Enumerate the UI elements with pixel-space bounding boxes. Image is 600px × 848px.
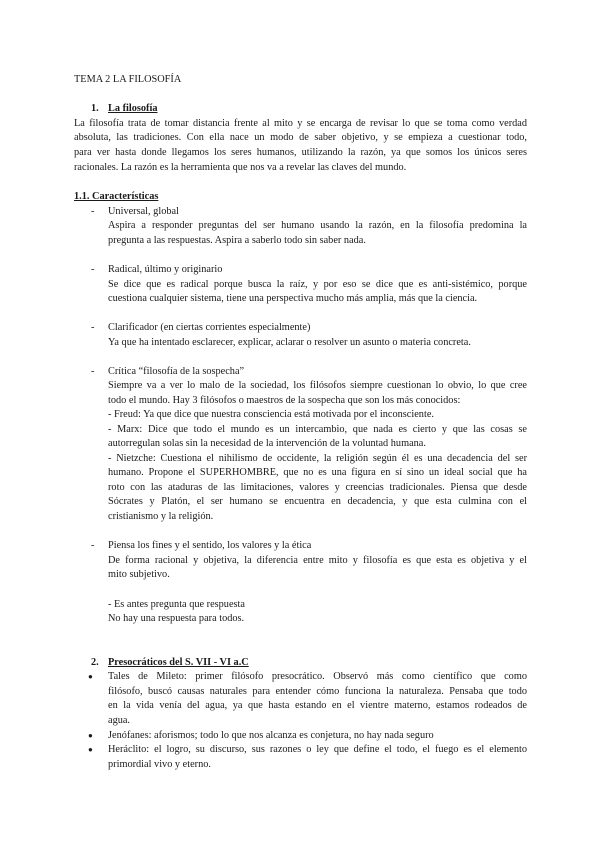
presocratic-line: Tales de Mileto: primer filósofo presocrático. Observó más como científico que como bbox=[108, 671, 527, 682]
characteristic-title: Piensa los fines y el sentido, los valores y la ética bbox=[108, 540, 312, 551]
section-1-line: absoluta, las tradiciones. Con ella nace un modo de saber objetivo, y se empieza a cuestionar todo, bbox=[74, 132, 527, 143]
list-bullet: - bbox=[91, 264, 95, 275]
section-1-heading: La filosofía bbox=[108, 103, 158, 114]
characteristic-line: roto con las ataduras de las limitaciones, valores y creencias tradicionales. Piensa que desde bbox=[108, 482, 527, 493]
presocratic-line: primordial vivo y eterno. bbox=[108, 759, 211, 770]
characteristic-title: Clarificador (en ciertas corrientes especialmente) bbox=[108, 322, 311, 333]
bullet-dot-icon: ● bbox=[88, 731, 93, 740]
characteristic-line: Siempre va a ver lo malo de la sociedad, los filósofos siempre cuestionan lo obvio, lo que cree bbox=[108, 380, 527, 391]
characteristic-line: - Freud: Ya que dice que nuestra consciencia está motivada por el inconsciente. bbox=[108, 409, 434, 420]
characteristic-line: cuestiona cualquier sistema, tiene una perspectiva mucho más amplia, más que la ciencia. bbox=[108, 293, 478, 304]
section-1-line: La filosofía trata de tomar distancia frente al mito y se encarga de revisar lo que se toma como verdad bbox=[74, 118, 527, 129]
characteristic-line: - Marx: Dice que todo el mundo es un intercambio, que nada es cierto y que las cosas se bbox=[108, 424, 527, 435]
characteristic-line: mito subjetivo. bbox=[108, 569, 170, 580]
document-title: TEMA 2 LA FILOSOFÍA bbox=[74, 74, 182, 85]
list-bullet: - bbox=[91, 540, 95, 551]
characteristic-title: Crítica “filosofía de la sospecha” bbox=[108, 366, 245, 377]
characteristic-title: Universal, global bbox=[108, 206, 179, 217]
characteristic-line: Sócrates y Platón, el ser humano se encuentra en decadencia, y que esta culmina con el bbox=[108, 496, 527, 507]
characteristic-line: pregunta a las respuestas. Aspira a saberlo todo sin saber nada. bbox=[108, 235, 366, 246]
characteristic-line: Se dice que es radical porque busca la raíz, y por eso se dice que es anti-sistémico, porque bbox=[108, 279, 527, 290]
list-bullet: - bbox=[91, 366, 95, 377]
presocratic-line: Heráclito: el logro, su discurso, sus razones o ley que define el todo, el fuego es el elemento bbox=[108, 744, 527, 755]
characteristic-line: humano. Propone el SUPERHOMBRE, que no es una figura en sí sino un ideal social que ha bbox=[108, 467, 527, 478]
characteristic-title: Radical, último y originario bbox=[108, 264, 223, 275]
list-bullet: - bbox=[91, 322, 95, 333]
characteristic-line: - Nietzche: Cuestiona el nihilismo de occidente, la religión según él es una decadencia del ser bbox=[108, 453, 527, 464]
characteristic-line: todo el mundo. Hay 3 filósofos o maestros de la sospecha que son los más conocidos: bbox=[108, 395, 461, 406]
section-2-heading: Presocráticos del S. VII - VI a.C bbox=[108, 657, 249, 668]
presocratic-line: agua. bbox=[108, 715, 131, 726]
extra-line: No hay una respuesta para todos. bbox=[108, 613, 245, 624]
section-1-number: 1. bbox=[91, 103, 99, 114]
characteristic-line: cristianismo y la religión. bbox=[108, 511, 214, 522]
presocratic-line: Jenófanes: aforismos; todo lo que nos alcanza es conjetura, no hay nada seguro bbox=[108, 730, 434, 741]
characteristic-line: De forma racional y objetiva, la diferencia entre mito y filosofía es que esta es objetiva y el bbox=[108, 555, 527, 566]
bullet-dot-icon: ● bbox=[88, 672, 93, 681]
extra-line: - Es antes pregunta que respuesta bbox=[108, 599, 245, 610]
bullet-dot-icon: ● bbox=[88, 745, 93, 754]
list-bullet: - bbox=[91, 206, 95, 217]
presocratic-line: en la vida venía del agua, ya que hasta estando en el vientre materno, estamos rodeados de bbox=[108, 700, 527, 711]
section-1-line: racionales. La razón es la herramienta que nos va a revelar las claves del mundo. bbox=[74, 162, 407, 173]
characteristic-line: Ya que ha intentado esclarecer, explicar, aclarar o resolver un asunto o materia concreta. bbox=[108, 337, 471, 348]
section-1-1-heading: 1.1. Características bbox=[74, 191, 159, 202]
characteristic-line: autorregulan solas sin la necesidad de la intervención de la voluntad humana. bbox=[108, 438, 426, 449]
section-2-number: 2. bbox=[91, 657, 99, 668]
presocratic-line: filósofo, buscó causas naturales para entender cómo funciona la naturaleza. Pensaba que todo bbox=[108, 686, 527, 697]
characteristic-line: Aspira a responder preguntas del ser humano usando la razón, en la filosofía predomina la bbox=[108, 220, 527, 231]
section-1-line: para ver hasta donde llegamos los seres humanos, utilizando la razón, ya que somos los únicos seres bbox=[74, 147, 527, 158]
